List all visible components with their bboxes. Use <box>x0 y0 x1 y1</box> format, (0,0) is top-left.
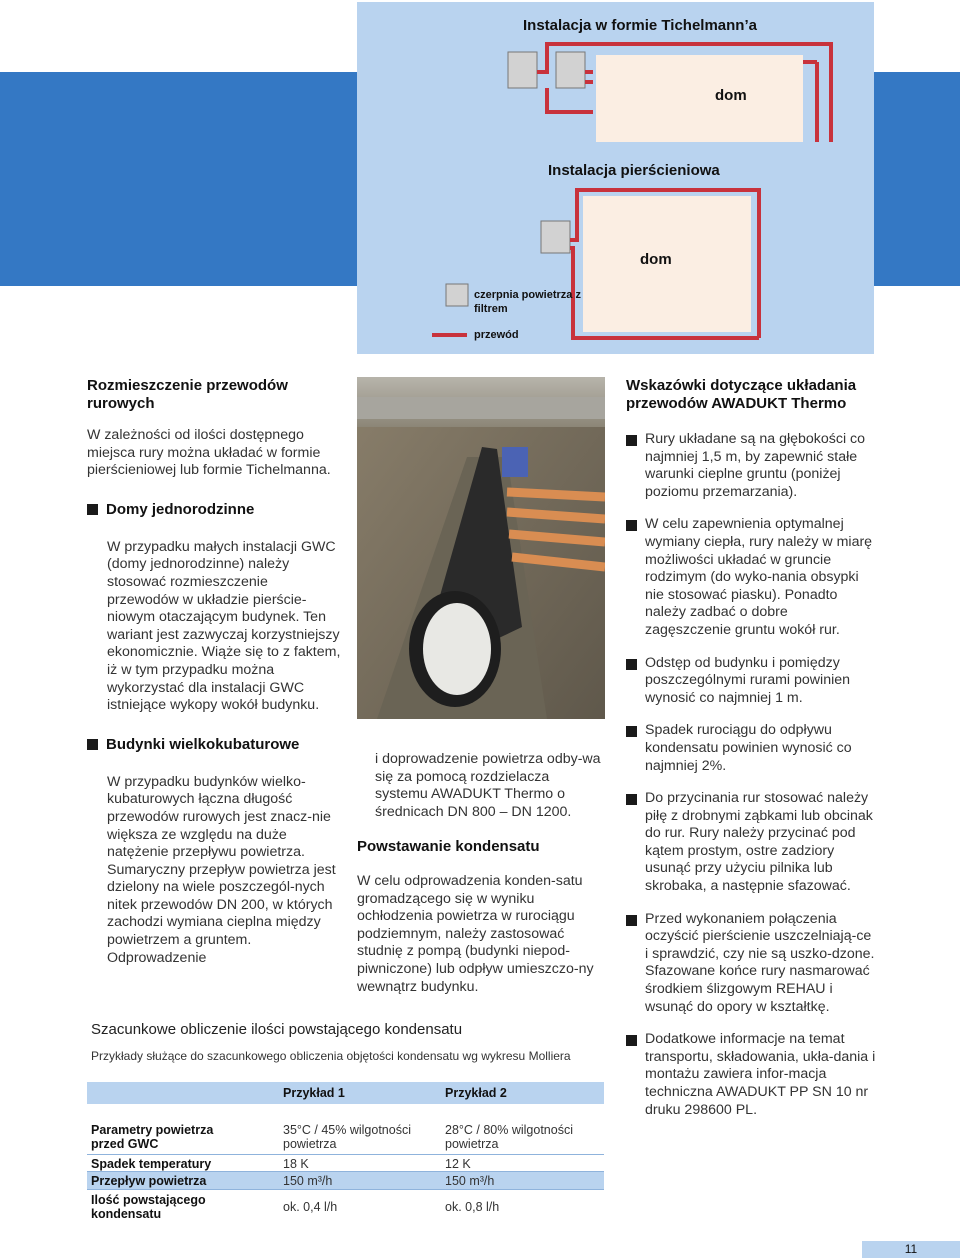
square-bullet-icon <box>626 659 637 670</box>
intake-box-ring <box>541 221 570 253</box>
guideline-item <box>626 911 876 1017</box>
distribution-continuation <box>375 751 605 821</box>
condensate-text: W celu odprowadzenia konden-satu gromadzącego się w wyniku ochłodzenia powietrza w rurociągu podziemnym, należy zastosować studnię z pompą (budynki niepod-piwniczone) lub odpływ umieszczo-ny wewnątrz budynku. <box>357 873 594 995</box>
cell-example-1: 150 m³/h <box>283 1174 333 1188</box>
legend-intake-label: czerpnia powietrza z filtrem <box>474 289 581 315</box>
subheading-large-buildings <box>87 736 342 754</box>
guideline-text: W celu zapewnienia optymalnej wymiany ciepła, rury należy w miarę możliwości układać w gruncie rodzimym (do wyko-nania obsypki nie stosować piasku). Ponadto należy zadbać o dobre zagęszczenie gruntu wokół rur. <box>645 516 873 638</box>
single-family-text: W przypadku małych instalacji GWC (domy jednorodzinne) należy stosować rozmieszczenie przewodów w układzie pierście-niowym otaczającym budynek. Ten wariant jest zazwyczaj korzystniejszy ekonomicznie. Wiąże się to z faktem, iż w tym przypadku można wykorzystać dla instalacji GWC istniejące wykopy wokół budynku. <box>107 538 341 714</box>
guideline-text: Do przycinania rur stosować należy piłę z drobnymi ząbkami lub obcinak do rur. Rury należy przycinać pod kątem prostym, ostre zadziory usunąć przy użyciu pilnika lub skrobaka, a następnie sfazować. <box>645 790 873 895</box>
photo-illustration <box>357 377 605 719</box>
guideline-item <box>626 655 876 708</box>
row-label: Ilość powstającego kondensatu <box>91 1193 206 1221</box>
pipe-layout-diagram <box>357 2 874 354</box>
square-bullet-icon <box>626 435 637 446</box>
section-heading-layout: Rozmieszczenie przewodów rurowych <box>87 377 288 412</box>
guideline-item <box>626 431 876 501</box>
title-tichelmann: Instalacja w formie Tichelmann’a <box>523 17 757 34</box>
continuation-text: i doprowadzenie powietrza odby-wa się za pomocą rozdzielacza systemu AWADUKT Thermo o średnicach DN 800 – DN 1200. <box>375 751 601 820</box>
guideline-text: Odstęp od budynku i pomiędzy poszczególnymi rurami powinien wynosić co najmniej 1 m. <box>645 654 851 706</box>
column-header-example-2: Przykład 2 <box>445 1086 507 1100</box>
square-bullet-icon <box>626 1035 637 1046</box>
page-number: 11 <box>862 1241 960 1258</box>
condensate-section <box>357 838 605 996</box>
row-label: Przepływ powietrza <box>91 1174 207 1188</box>
row-label: Parametry powietrza przed GWC <box>91 1123 214 1151</box>
guideline-item <box>626 790 876 896</box>
guideline-text: Przed wykonaniem połączenia oczyścić pierścienie uszczelniają-ce i sprawdzić, czy nie są uszko-dzone. Sfazowane końce rury nasmarować środkiem ślizgowym REHAU i wsunąć do opory w kształtkę. <box>645 910 875 1015</box>
cell-example-2: 150 m³/h <box>445 1174 495 1188</box>
intake-box-2 <box>556 52 585 88</box>
table-header <box>87 1082 604 1104</box>
laying-guidelines-heading: Wskazówki dotyczące układania przewodów AWADUKT Thermo <box>626 377 857 412</box>
guideline-item <box>626 722 876 775</box>
house-label-tichelmann: dom <box>715 87 747 104</box>
square-bullet-icon <box>626 520 637 531</box>
title-ring: Instalacja pierścieniowa <box>548 162 720 179</box>
subheading-single-family <box>87 501 342 519</box>
table-title: Szacunkowe obliczenie ilości powstającego kondensatu <box>91 1021 463 1038</box>
house-label-ring: dom <box>640 251 672 268</box>
square-bullet-icon <box>626 726 637 737</box>
pipe-trench-photo <box>357 377 605 719</box>
legend-pipe-label: przewód <box>474 329 519 341</box>
cell-example-1: ok. 0,4 l/h <box>283 1200 338 1214</box>
cell-example-1: 18 K <box>283 1157 309 1171</box>
house-tichelmann <box>596 55 803 142</box>
square-bullet-icon <box>626 915 637 926</box>
right-column <box>626 377 876 1119</box>
cell-example-2: 12 K <box>445 1157 471 1171</box>
guideline-text: Dodatkowe informacje na temat transportu, składowania, ukła-dania i montażu zawiera infor-macja techniczna AWADUKT PP SN 10 nr druku 298600 PL. <box>645 1031 876 1118</box>
guideline-item <box>626 1031 876 1119</box>
subheading-large-buildings-text: Budynki wielkokubaturowe <box>106 735 300 753</box>
cell-example-2: 28°C / 80% wilgotności powietrza <box>445 1123 573 1151</box>
row-label: Spadek temperatury <box>91 1157 212 1171</box>
square-bullet-icon <box>626 794 637 805</box>
column-header-example-1: Przykład 1 <box>283 1086 345 1100</box>
condensate-heading: Powstawanie kondensatu <box>357 838 540 855</box>
guideline-text: Spadek rurociągu do odpływu kondensatu powinien wynosić co najmniej 2%. <box>645 722 852 774</box>
table-caption: Przykłady służące do szacunkowego obliczenia objętości kondensatu wg wykresu Molliera <box>91 1049 571 1063</box>
guideline-text: Rury układane są na głębokości co najmniej 1,5 m, by zapewnić stałe warunki cieplne gruntu (poniżej poziomu przemarzania). <box>645 431 866 500</box>
subheading-single-family-text: Domy jednorodzinne <box>106 500 255 518</box>
data-table <box>87 1122 604 1226</box>
legend-intake-swatch <box>446 284 468 306</box>
cell-example-2: ok. 0,8 l/h <box>445 1200 500 1214</box>
square-bullet-icon <box>87 739 98 750</box>
cell-example-1: 35°C / 45% wilgotności powietrza <box>283 1123 411 1151</box>
left-column <box>87 377 342 967</box>
intake-box-1 <box>508 52 537 88</box>
large-buildings-text: W przypadku budynków wielko-kubaturowych łączna długość przewodów rurowych jest znacz-nie większa ze względu na duże natężenie przepływu powietrza. Sumaryczny przepływ powietrza jest dzielony na wiele poszczegól-nych nitek przewodów DN 200, w których zachodzi wymiana cieplna między powietrzem a gruntem. Odprowadzenie <box>107 773 336 966</box>
layout-intro: W zależności od ilości dostępnego miejsca rury można układać w formie pierścieniowej lub formie Tichelmanna. <box>87 427 331 479</box>
guideline-item <box>626 516 876 639</box>
square-bullet-icon <box>87 504 98 515</box>
